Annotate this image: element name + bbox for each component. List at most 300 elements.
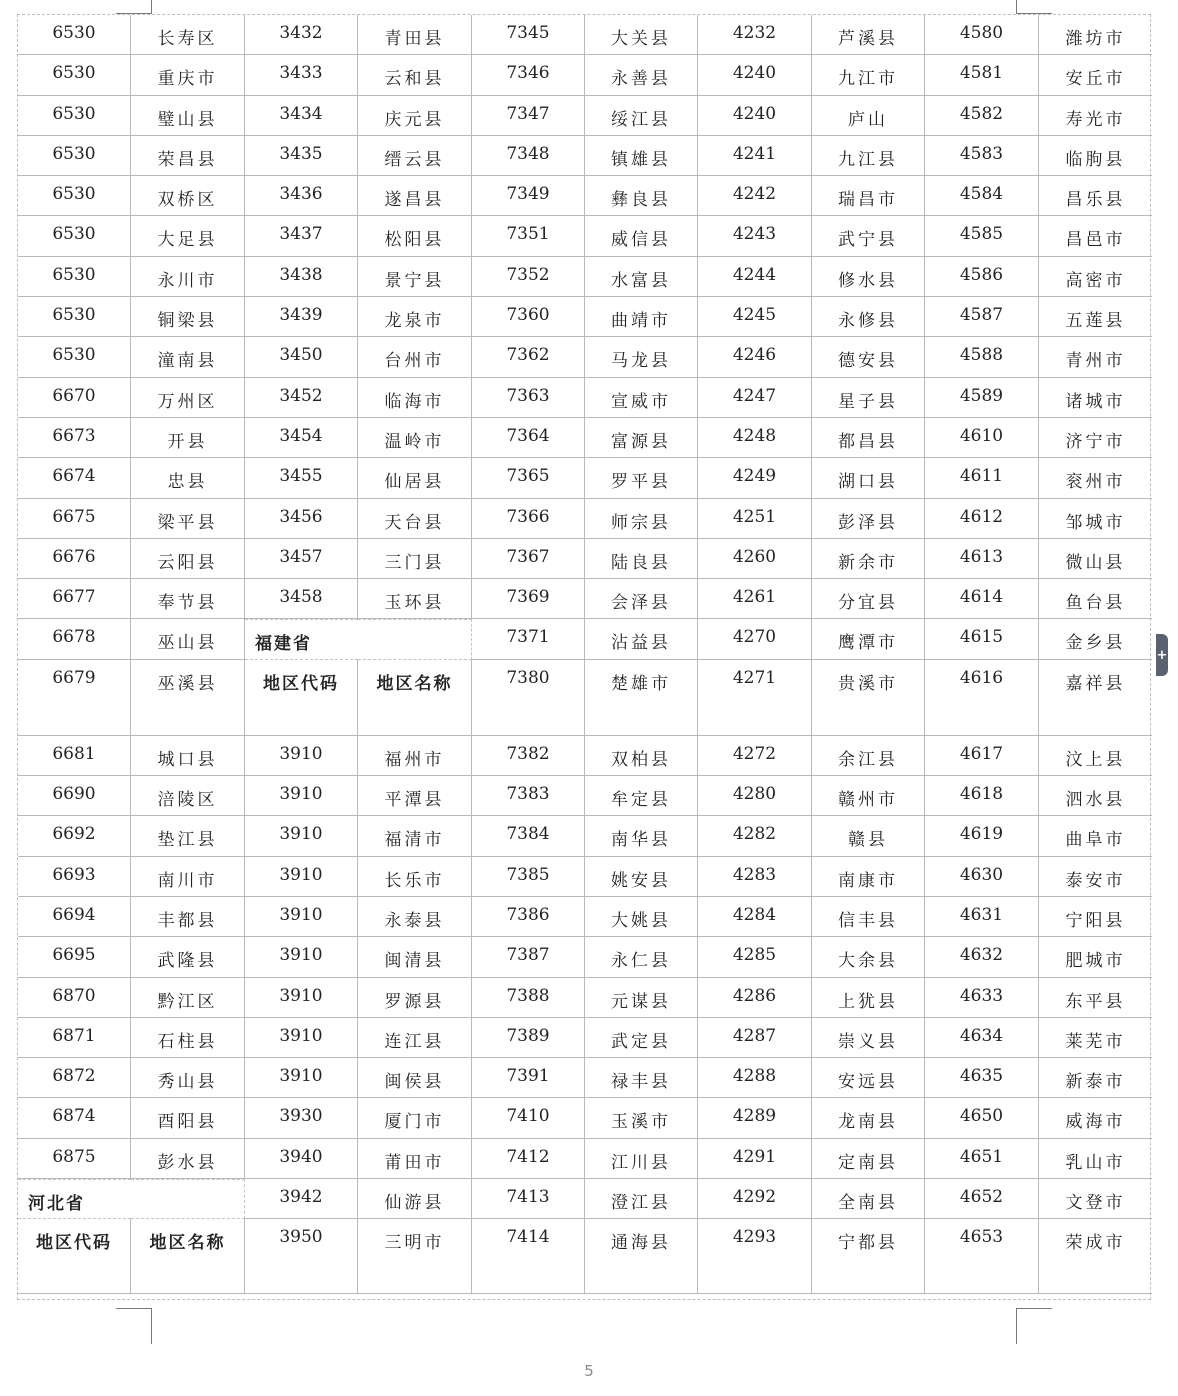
region-code-cell: 7360 — [472, 297, 585, 337]
region-name-cell: 寿光市 — [1039, 96, 1152, 136]
region-name-cell: 文登市 — [1039, 1179, 1152, 1219]
region-name-cell: 都昌县 — [812, 418, 925, 458]
region-code-cell: 4280 — [698, 776, 812, 816]
region-code-cell: 7351 — [472, 216, 585, 256]
document-page — [17, 14, 1151, 1300]
region-code-cell: 7412 — [472, 1139, 585, 1179]
region-code-cell: 4619 — [925, 816, 1039, 856]
province-title-blank — [131, 1179, 245, 1219]
region-code-cell: 6870 — [18, 978, 131, 1018]
region-name-cell: 武隆县 — [131, 937, 245, 977]
region-name-cell: 彝良县 — [585, 176, 698, 216]
region-name-cell: 永川市 — [131, 257, 245, 297]
region-code-cell: 4289 — [698, 1098, 812, 1138]
region-code-cell: 7385 — [472, 857, 585, 897]
region-name-cell: 宣威市 — [585, 378, 698, 418]
region-name-cell: 昌邑市 — [1039, 216, 1152, 256]
region-code-cell: 6670 — [18, 378, 131, 418]
region-code-cell: 4291 — [698, 1139, 812, 1179]
region-name-cell: 玉环县 — [358, 579, 472, 619]
region-code-cell: 4618 — [925, 776, 1039, 816]
region-code-cell: 6530 — [18, 176, 131, 216]
region-name-cell: 天台县 — [358, 499, 472, 539]
region-code-cell: 4631 — [925, 897, 1039, 937]
region-code-cell: 6676 — [18, 539, 131, 579]
region-code-cell: 6695 — [18, 937, 131, 977]
region-code-cell: 4293 — [698, 1219, 812, 1294]
region-name-cell: 莱芜市 — [1039, 1018, 1152, 1058]
region-code-cell: 6530 — [18, 337, 131, 377]
region-code-cell: 3439 — [245, 297, 358, 337]
region-name-cell: 赣县 — [812, 816, 925, 856]
region-code-cell: 4582 — [925, 96, 1039, 136]
region-name-cell: 通海县 — [585, 1219, 698, 1294]
region-code-cell: 6679 — [18, 660, 131, 736]
region-name-cell: 酉阳县 — [131, 1098, 245, 1138]
region-code-cell: 4241 — [698, 136, 812, 176]
region-name-cell: 济宁市 — [1039, 418, 1152, 458]
region-name-cell: 铜梁县 — [131, 297, 245, 337]
region-code-cell: 4588 — [925, 337, 1039, 377]
region-code-cell: 3910 — [245, 776, 358, 816]
region-code-cell: 4610 — [925, 418, 1039, 458]
region-name-cell: 三明市 — [358, 1219, 472, 1294]
region-name-cell: 泰安市 — [1039, 857, 1152, 897]
region-name-cell: 仙居县 — [358, 458, 472, 498]
region-name-cell: 龙南县 — [812, 1098, 925, 1138]
region-name-cell: 禄丰县 — [585, 1058, 698, 1098]
region-name-cell: 分宜县 — [812, 579, 925, 619]
region-code-cell: 4612 — [925, 499, 1039, 539]
region-name-cell: 龙泉市 — [358, 297, 472, 337]
region-code-cell: 4272 — [698, 736, 812, 776]
region-code-cell: 7380 — [472, 660, 585, 736]
region-code-cell: 4586 — [925, 257, 1039, 297]
region-code-cell: 4614 — [925, 579, 1039, 619]
region-name-cell: 巫山县 — [131, 619, 245, 659]
region-code-cell: 4283 — [698, 857, 812, 897]
region-name-cell: 绥江县 — [585, 96, 698, 136]
region-code-cell: 6872 — [18, 1058, 131, 1098]
region-name-cell: 泗水县 — [1039, 776, 1152, 816]
region-name-cell: 元谋县 — [585, 978, 698, 1018]
region-name-cell: 威信县 — [585, 216, 698, 256]
region-name-cell: 黔江区 — [131, 978, 245, 1018]
region-name-cell: 长寿区 — [131, 15, 245, 55]
region-name-cell: 双桥区 — [131, 176, 245, 216]
region-name-cell: 彭泽县 — [812, 499, 925, 539]
region-code-cell: 4284 — [698, 897, 812, 937]
region-name-cell: 定南县 — [812, 1139, 925, 1179]
region-name-cell: 富源县 — [585, 418, 698, 458]
region-name-cell: 璧山县 — [131, 96, 245, 136]
expand-panel-button[interactable] — [1156, 634, 1168, 676]
region-name-cell: 楚雄市 — [585, 660, 698, 736]
region-name-cell: 东平县 — [1039, 978, 1152, 1018]
region-name-cell: 瑞昌市 — [812, 176, 925, 216]
region-name-cell: 平潭县 — [358, 776, 472, 816]
region-code-cell: 7414 — [472, 1219, 585, 1294]
region-code-cell: 7389 — [472, 1018, 585, 1058]
region-name-cell: 临海市 — [358, 378, 472, 418]
region-code-cell: 4248 — [698, 418, 812, 458]
region-name-cell: 景宁县 — [358, 257, 472, 297]
region-name-cell: 水富县 — [585, 257, 698, 297]
region-code-cell: 7387 — [472, 937, 585, 977]
region-name-cell: 全南县 — [812, 1179, 925, 1219]
region-name-cell: 奉节县 — [131, 579, 245, 619]
region-code-cell: 6690 — [18, 776, 131, 816]
region-code-cell: 4243 — [698, 216, 812, 256]
region-name-cell: 江川县 — [585, 1139, 698, 1179]
region-code-cell: 7352 — [472, 257, 585, 297]
province-title-blank — [358, 619, 472, 659]
region-name-cell: 闽侯县 — [358, 1058, 472, 1098]
region-code-cell: 3930 — [245, 1098, 358, 1138]
region-name-cell: 云阳县 — [131, 539, 245, 579]
region-code-cell: 6530 — [18, 55, 131, 95]
region-name-cell: 安丘市 — [1039, 55, 1152, 95]
region-code-cell: 6677 — [18, 579, 131, 619]
province-title: 河北省 — [18, 1179, 131, 1219]
region-code-cell: 4245 — [698, 297, 812, 337]
region-code-cell: 3432 — [245, 15, 358, 55]
region-name-cell: 宁都县 — [812, 1219, 925, 1294]
region-name-cell: 临朐县 — [1039, 136, 1152, 176]
region-code-cell: 4581 — [925, 55, 1039, 95]
region-code-cell: 4653 — [925, 1219, 1039, 1294]
region-name-cell: 罗平县 — [585, 458, 698, 498]
region-name-cell: 微山县 — [1039, 539, 1152, 579]
region-code-cell: 4584 — [925, 176, 1039, 216]
region-code-cell: 6530 — [18, 297, 131, 337]
region-name-cell: 台州市 — [358, 337, 472, 377]
region-code-cell: 7382 — [472, 736, 585, 776]
region-code-cell: 6674 — [18, 458, 131, 498]
province-title: 福建省 — [245, 619, 358, 659]
region-code-cell: 4232 — [698, 15, 812, 55]
region-code-cell: 4585 — [925, 216, 1039, 256]
region-code-cell: 4287 — [698, 1018, 812, 1058]
region-code-table — [18, 15, 1152, 1294]
region-name-cell: 厦门市 — [358, 1098, 472, 1138]
region-name-cell: 三门县 — [358, 539, 472, 579]
region-code-cell: 4613 — [925, 539, 1039, 579]
region-name-cell: 衮州市 — [1039, 458, 1152, 498]
region-code-cell: 3458 — [245, 579, 358, 619]
region-name-cell: 鱼台县 — [1039, 579, 1152, 619]
region-name-cell: 赣州市 — [812, 776, 925, 816]
region-code-cell: 3450 — [245, 337, 358, 377]
region-code-cell: 4650 — [925, 1098, 1039, 1138]
region-name-cell: 武定县 — [585, 1018, 698, 1058]
region-code-cell: 7345 — [472, 15, 585, 55]
region-name-cell: 九江县 — [812, 136, 925, 176]
region-name-cell: 德安县 — [812, 337, 925, 377]
region-name-cell: 邹城市 — [1039, 499, 1152, 539]
region-name-cell: 丰都县 — [131, 897, 245, 937]
region-name-cell: 金乡县 — [1039, 619, 1152, 659]
region-name-cell: 大姚县 — [585, 897, 698, 937]
region-name-cell: 温岭市 — [358, 418, 472, 458]
region-name-cell: 崇义县 — [812, 1018, 925, 1058]
region-code-cell: 3455 — [245, 458, 358, 498]
region-code-cell: 6875 — [18, 1139, 131, 1179]
region-name-cell: 镇雄县 — [585, 136, 698, 176]
region-code-cell: 7386 — [472, 897, 585, 937]
region-name-cell: 信丰县 — [812, 897, 925, 937]
region-code-cell: 4260 — [698, 539, 812, 579]
region-code-cell: 3456 — [245, 499, 358, 539]
region-name-cell: 南川市 — [131, 857, 245, 897]
region-name-cell: 新泰市 — [1039, 1058, 1152, 1098]
region-name-cell: 武宁县 — [812, 216, 925, 256]
region-name-cell: 巫溪县 — [131, 660, 245, 736]
region-name-cell: 大关县 — [585, 15, 698, 55]
region-name-cell: 姚安县 — [585, 857, 698, 897]
region-code-cell: 3942 — [245, 1179, 358, 1219]
region-name-cell: 莆田市 — [358, 1139, 472, 1179]
region-code-cell: 4580 — [925, 15, 1039, 55]
region-code-cell: 4616 — [925, 660, 1039, 736]
region-name-cell: 城口县 — [131, 736, 245, 776]
region-name-cell: 威海市 — [1039, 1098, 1152, 1138]
region-name-cell: 万州区 — [131, 378, 245, 418]
region-code-cell: 7383 — [472, 776, 585, 816]
region-name-cell: 大余县 — [812, 937, 925, 977]
region-code-cell: 7348 — [472, 136, 585, 176]
region-code-cell: 4244 — [698, 257, 812, 297]
region-code-cell: 4615 — [925, 619, 1039, 659]
region-name-cell: 潍坊市 — [1039, 15, 1152, 55]
region-code-cell: 3452 — [245, 378, 358, 418]
region-name-cell: 五莲县 — [1039, 297, 1152, 337]
region-code-cell: 7363 — [472, 378, 585, 418]
region-name-cell: 南华县 — [585, 816, 698, 856]
region-name-cell: 曲靖市 — [585, 297, 698, 337]
region-code-cell: 6530 — [18, 216, 131, 256]
region-code-cell: 4652 — [925, 1179, 1039, 1219]
region-code-cell: 4251 — [698, 499, 812, 539]
region-code-cell: 3433 — [245, 55, 358, 95]
region-name-cell: 汶上县 — [1039, 736, 1152, 776]
region-name-cell: 贵溪市 — [812, 660, 925, 736]
region-name-cell: 湖口县 — [812, 458, 925, 498]
region-name-cell: 秀山县 — [131, 1058, 245, 1098]
region-name-cell: 马龙县 — [585, 337, 698, 377]
region-code-cell: 6874 — [18, 1098, 131, 1138]
region-name-cell: 宁阳县 — [1039, 897, 1152, 937]
plus-icon: + — [1156, 647, 1168, 663]
region-code-cell: 3434 — [245, 96, 358, 136]
region-code-cell: 6692 — [18, 816, 131, 856]
region-name-cell: 修水县 — [812, 257, 925, 297]
region-name-cell: 高密市 — [1039, 257, 1152, 297]
region-code-cell: 7410 — [472, 1098, 585, 1138]
column-header-code: 地区代码 — [245, 660, 358, 736]
region-code-cell: 7384 — [472, 816, 585, 856]
region-code-cell: 6530 — [18, 257, 131, 297]
region-code-cell: 4292 — [698, 1179, 812, 1219]
region-code-cell: 7347 — [472, 96, 585, 136]
region-name-cell: 庐山 — [812, 96, 925, 136]
region-code-cell: 3910 — [245, 937, 358, 977]
region-code-cell: 4633 — [925, 978, 1039, 1018]
region-code-cell: 3910 — [245, 816, 358, 856]
region-name-cell: 牟定县 — [585, 776, 698, 816]
region-name-cell: 荣成市 — [1039, 1219, 1152, 1294]
region-name-cell: 闽清县 — [358, 937, 472, 977]
region-code-cell: 6871 — [18, 1018, 131, 1058]
region-name-cell: 乳山市 — [1039, 1139, 1152, 1179]
region-name-cell: 陆良县 — [585, 539, 698, 579]
region-code-cell: 3910 — [245, 736, 358, 776]
region-code-cell: 6694 — [18, 897, 131, 937]
region-name-cell: 永泰县 — [358, 897, 472, 937]
region-name-cell: 罗源县 — [358, 978, 472, 1018]
region-name-cell: 云和县 — [358, 55, 472, 95]
region-code-cell: 7366 — [472, 499, 585, 539]
region-code-cell: 6681 — [18, 736, 131, 776]
region-name-cell: 青田县 — [358, 15, 472, 55]
region-code-cell: 3910 — [245, 897, 358, 937]
region-name-cell: 涪陵区 — [131, 776, 245, 816]
region-name-cell: 新余市 — [812, 539, 925, 579]
region-code-cell: 7369 — [472, 579, 585, 619]
region-name-cell: 师宗县 — [585, 499, 698, 539]
region-code-cell: 4261 — [698, 579, 812, 619]
column-header-name: 地区名称 — [358, 660, 472, 736]
region-code-cell: 7371 — [472, 619, 585, 659]
region-name-cell: 松阳县 — [358, 216, 472, 256]
region-code-cell: 7367 — [472, 539, 585, 579]
region-code-cell: 4242 — [698, 176, 812, 216]
region-name-cell: 曲阜市 — [1039, 816, 1152, 856]
region-name-cell: 昌乐县 — [1039, 176, 1152, 216]
region-code-cell: 7362 — [472, 337, 585, 377]
region-name-cell: 忠县 — [131, 458, 245, 498]
region-code-cell: 4583 — [925, 136, 1039, 176]
region-name-cell: 肥城市 — [1039, 937, 1152, 977]
region-name-cell: 星子县 — [812, 378, 925, 418]
region-name-cell: 永善县 — [585, 55, 698, 95]
region-code-cell: 7365 — [472, 458, 585, 498]
region-code-cell: 4632 — [925, 937, 1039, 977]
region-name-cell: 嘉祥县 — [1039, 660, 1152, 736]
region-code-cell: 3454 — [245, 418, 358, 458]
region-code-cell: 7388 — [472, 978, 585, 1018]
region-code-cell: 4246 — [698, 337, 812, 377]
region-name-cell: 福州市 — [358, 736, 472, 776]
region-code-cell: 4247 — [698, 378, 812, 418]
region-name-cell: 仙游县 — [358, 1179, 472, 1219]
region-code-cell: 4589 — [925, 378, 1039, 418]
region-code-cell: 6678 — [18, 619, 131, 659]
region-code-cell: 4630 — [925, 857, 1039, 897]
region-name-cell: 诸城市 — [1039, 378, 1152, 418]
region-code-cell: 6693 — [18, 857, 131, 897]
region-name-cell: 荣昌县 — [131, 136, 245, 176]
region-name-cell: 大足县 — [131, 216, 245, 256]
region-code-cell: 4617 — [925, 736, 1039, 776]
region-code-cell: 6530 — [18, 96, 131, 136]
region-code-cell: 7349 — [472, 176, 585, 216]
region-code-cell: 4240 — [698, 55, 812, 95]
region-name-cell: 潼南县 — [131, 337, 245, 377]
region-code-cell: 6673 — [18, 418, 131, 458]
column-header-name: 地区名称 — [131, 1219, 245, 1294]
page-number: 5 — [584, 1362, 594, 1380]
region-name-cell: 永修县 — [812, 297, 925, 337]
column-header-code: 地区代码 — [18, 1219, 131, 1294]
region-name-cell: 双柏县 — [585, 736, 698, 776]
region-name-cell: 遂昌县 — [358, 176, 472, 216]
region-code-cell: 3910 — [245, 978, 358, 1018]
region-code-cell: 3940 — [245, 1139, 358, 1179]
region-code-cell: 7391 — [472, 1058, 585, 1098]
region-code-cell: 3910 — [245, 857, 358, 897]
region-name-cell: 会泽县 — [585, 579, 698, 619]
region-code-cell: 4285 — [698, 937, 812, 977]
region-code-cell: 4635 — [925, 1058, 1039, 1098]
region-name-cell: 青州市 — [1039, 337, 1152, 377]
region-name-cell: 永仁县 — [585, 937, 698, 977]
region-code-cell: 6530 — [18, 15, 131, 55]
region-name-cell: 开县 — [131, 418, 245, 458]
region-name-cell: 连江县 — [358, 1018, 472, 1058]
region-code-cell: 3457 — [245, 539, 358, 579]
region-code-cell: 6530 — [18, 136, 131, 176]
region-code-cell: 4611 — [925, 458, 1039, 498]
region-name-cell: 沾益县 — [585, 619, 698, 659]
region-name-cell: 庆元县 — [358, 96, 472, 136]
region-name-cell: 梁平县 — [131, 499, 245, 539]
region-name-cell: 鹰潭市 — [812, 619, 925, 659]
region-name-cell: 余江县 — [812, 736, 925, 776]
region-code-cell: 3950 — [245, 1219, 358, 1294]
region-code-cell: 7364 — [472, 418, 585, 458]
region-code-cell: 4271 — [698, 660, 812, 736]
region-name-cell: 福清市 — [358, 816, 472, 856]
region-name-cell: 缙云县 — [358, 136, 472, 176]
region-code-cell: 4288 — [698, 1058, 812, 1098]
region-name-cell: 玉溪市 — [585, 1098, 698, 1138]
region-name-cell: 彭水县 — [131, 1139, 245, 1179]
region-code-cell: 4634 — [925, 1018, 1039, 1058]
region-code-cell: 4270 — [698, 619, 812, 659]
region-name-cell: 上犹县 — [812, 978, 925, 1018]
region-name-cell: 澄江县 — [585, 1179, 698, 1219]
region-code-cell: 4240 — [698, 96, 812, 136]
region-code-cell: 6675 — [18, 499, 131, 539]
region-code-cell: 3436 — [245, 176, 358, 216]
region-code-cell: 3438 — [245, 257, 358, 297]
region-name-cell: 重庆市 — [131, 55, 245, 95]
region-code-cell: 3437 — [245, 216, 358, 256]
region-code-cell: 4651 — [925, 1139, 1039, 1179]
region-name-cell: 芦溪县 — [812, 15, 925, 55]
region-name-cell: 垫江县 — [131, 816, 245, 856]
region-code-cell: 7413 — [472, 1179, 585, 1219]
region-code-cell: 3435 — [245, 136, 358, 176]
region-name-cell: 长乐市 — [358, 857, 472, 897]
region-code-cell: 3910 — [245, 1018, 358, 1058]
region-name-cell: 石柱县 — [131, 1018, 245, 1058]
region-code-cell: 4249 — [698, 458, 812, 498]
region-code-cell: 7346 — [472, 55, 585, 95]
region-name-cell: 安远县 — [812, 1058, 925, 1098]
region-name-cell: 九江市 — [812, 55, 925, 95]
